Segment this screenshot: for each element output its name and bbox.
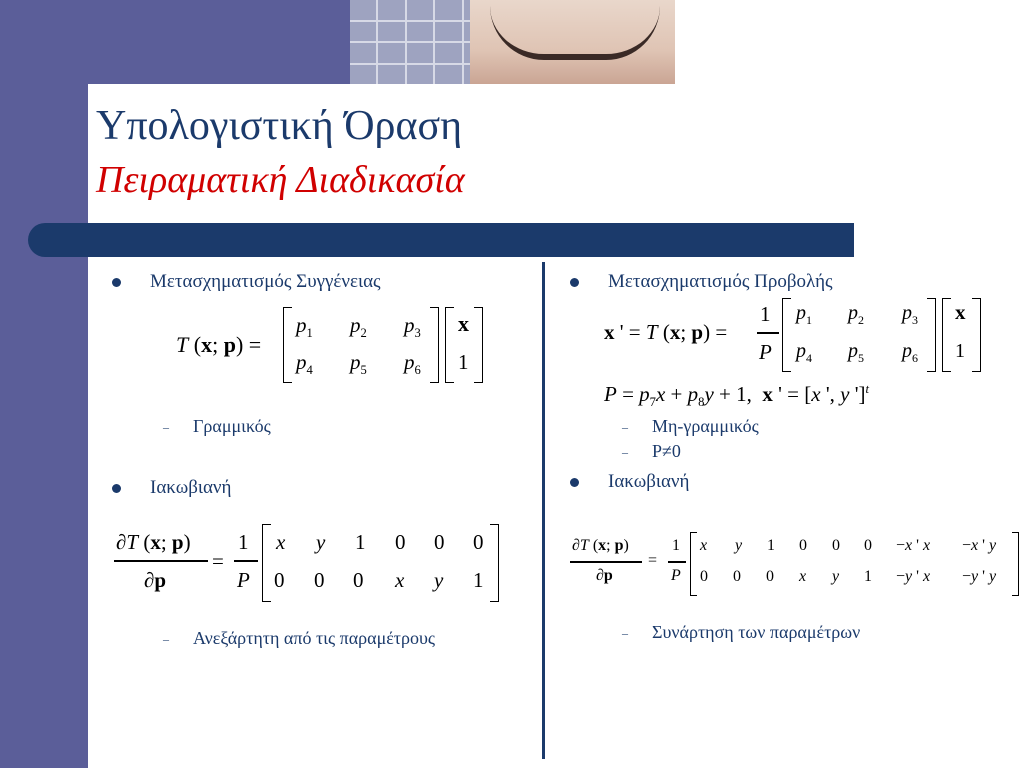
sub-independent-label: Ανεξάρτητη από τις παραμέτρους	[193, 628, 436, 648]
header-collage-image	[350, 0, 675, 84]
dash-marker: –	[622, 420, 628, 434]
sub-p-nonzero-label: P≠0	[652, 441, 681, 461]
bullet-jacobian-right-label: Ιακωβιανή	[608, 471, 690, 492]
photo-tiles	[350, 0, 490, 84]
bullet-affine-label: Μετασχηματισμός Συγγένειας	[150, 271, 381, 292]
dash-marker: –	[622, 626, 628, 640]
side-band	[0, 0, 88, 768]
bullet-dot	[570, 278, 579, 287]
dash-marker: –	[622, 445, 628, 459]
bullet-dot	[570, 478, 579, 487]
bullet-jacobian-left-label: Ιακωβιανή	[150, 477, 232, 498]
sub-nonlinear-label: Μη-γραμμικός	[652, 416, 759, 436]
slide-subtitle: Πειραματική Διαδικασία	[96, 159, 465, 201]
column-divider	[542, 262, 545, 759]
bullet-dot	[112, 278, 121, 287]
bullet-projective-label: Μετασχηματισμός Προβολής	[608, 271, 833, 292]
sub-linear-label: Γραμμικός	[193, 416, 271, 436]
sub-function-of-params-label: Συνάρτηση των παραμέτρων	[652, 622, 861, 642]
slide-title: Υπολογιστική Όραση	[96, 103, 463, 149]
dash-marker: –	[163, 420, 169, 434]
bullet-dot	[112, 484, 121, 493]
eye-image	[470, 0, 675, 84]
dash-marker: –	[163, 632, 169, 646]
title-bar	[28, 223, 854, 257]
